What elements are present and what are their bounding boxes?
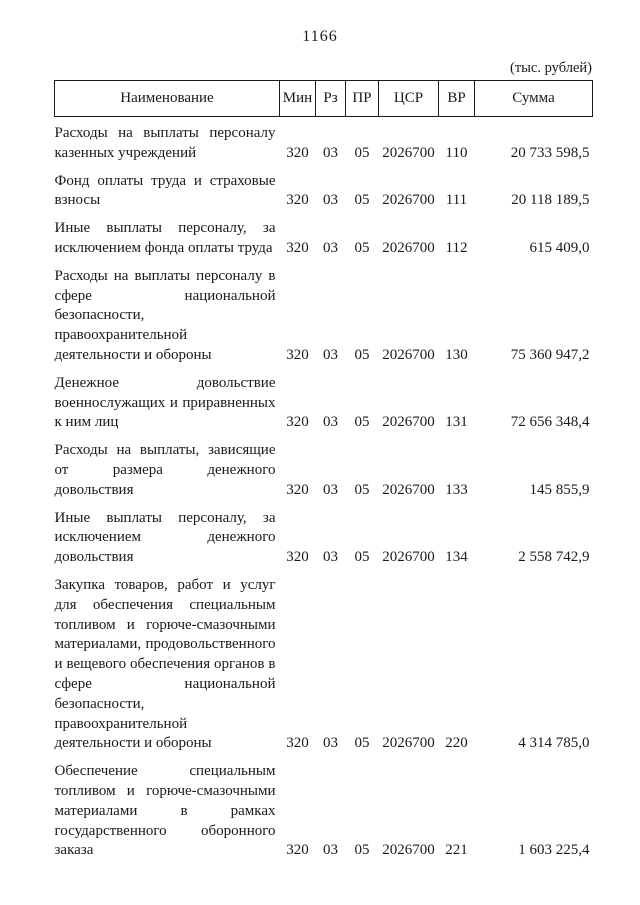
code-cell-min: 320 <box>286 735 309 752</box>
sum-cell: 4 314 785,0 <box>518 735 590 752</box>
code-cell-vr: 220 <box>445 735 468 752</box>
name-cell: Расходы на выплаты персоналу в сфере национальной безопасности, правоохранительной деятельности и обороны <box>54 267 276 363</box>
sum-cell: 2 558 742,9 <box>518 549 590 566</box>
code-cell-csr: 2026700 <box>382 842 435 859</box>
sum-cell: 72 656 348,4 <box>510 414 590 431</box>
code-cell-min: 320 <box>286 192 309 209</box>
code-cell-rz: 03 <box>323 192 338 209</box>
code-cell-pr: 05 <box>354 192 370 209</box>
sum-cell: 75 360 947,2 <box>510 346 590 363</box>
code-cell-pr: 05 <box>354 414 370 431</box>
table-body <box>55 117 593 863</box>
code-cell-rz: 03 <box>323 735 338 752</box>
budget-table <box>54 80 593 862</box>
page-number: 1166 <box>302 28 338 45</box>
code-cell-min: 320 <box>286 144 309 161</box>
header-row <box>55 81 593 117</box>
name-cell: Денежное довольствие военнослужащих и приравненных к ним лиц <box>54 374 276 431</box>
sum-cell: 1 603 225,4 <box>518 842 590 859</box>
column-header-rz: Рз <box>316 81 346 117</box>
code-cell-vr: 133 <box>445 481 468 498</box>
code-cell-csr: 2026700 <box>382 239 435 256</box>
code-cell-vr: 110 <box>445 144 468 161</box>
code-cell-csr: 2026700 <box>382 414 435 431</box>
code-cell-csr: 2026700 <box>382 346 435 363</box>
name-cell: Иные выплаты персоналу, за исключением фонда оплаты труда <box>54 220 276 256</box>
code-cell-rz: 03 <box>323 414 338 431</box>
code-cell-pr: 05 <box>354 549 370 566</box>
column-header-min: Мин <box>280 81 316 117</box>
table-row <box>55 755 593 862</box>
code-cell-rz: 03 <box>323 549 338 566</box>
code-cell-rz: 03 <box>323 346 338 363</box>
column-header-name: Наименование <box>55 81 280 117</box>
code-cell-min: 320 <box>286 842 309 859</box>
name-cell: Расходы на выплаты персоналу казенных учреждений <box>54 125 276 161</box>
name-cell: Иные выплаты персоналу, за исключением денежного довольствия <box>54 509 276 566</box>
code-cell-pr: 05 <box>354 346 370 363</box>
code-cell-vr: 221 <box>445 842 468 859</box>
table-header <box>55 81 593 117</box>
code-cell-pr: 05 <box>354 842 370 859</box>
code-cell-csr: 2026700 <box>382 481 435 498</box>
table-row <box>55 260 593 367</box>
code-cell-min: 320 <box>286 549 309 566</box>
code-cell-vr: 131 <box>445 414 468 431</box>
table-row <box>55 212 593 260</box>
code-cell-csr: 2026700 <box>382 192 435 209</box>
name-cell: Расходы на выплаты, зависящие от размера денежного довольствия <box>54 442 276 498</box>
code-cell-pr: 05 <box>354 735 370 752</box>
code-cell-rz: 03 <box>323 239 338 256</box>
code-cell-min: 320 <box>286 481 309 498</box>
code-cell-vr: 130 <box>445 346 468 363</box>
code-cell-csr: 2026700 <box>382 144 435 161</box>
code-cell-csr: 2026700 <box>382 735 435 752</box>
table-row <box>55 569 593 755</box>
table-row <box>55 117 593 165</box>
table-row <box>55 165 593 213</box>
table-row <box>55 502 593 569</box>
sum-cell: 20 733 598,5 <box>510 144 590 161</box>
sum-cell: 20 118 189,5 <box>511 192 590 209</box>
table-row <box>55 434 593 501</box>
column-header-vr: ВР <box>439 81 475 117</box>
column-header-csr: ЦСР <box>379 81 439 117</box>
table-row <box>55 367 593 434</box>
code-cell-csr: 2026700 <box>382 549 435 566</box>
name-cell: Закупка товаров, работ и услуг для обеспечения специальным топливом и горюче-смазочными материалами, продовольственного и вещевого обеспечения органов в сфере национальной безопасности, правоохранительной деятельности и обороны <box>54 576 276 752</box>
code-cell-rz: 03 <box>323 842 338 859</box>
code-cell-min: 320 <box>286 414 309 431</box>
sum-cell: 615 409,0 <box>529 239 590 256</box>
code-cell-vr: 112 <box>445 239 468 256</box>
code-cell-rz: 03 <box>323 481 338 498</box>
code-cell-pr: 05 <box>354 481 370 498</box>
code-cell-rz: 03 <box>323 144 338 161</box>
sum-cell: 145 855,9 <box>529 481 590 498</box>
code-cell-vr: 134 <box>445 549 468 566</box>
column-header-sum: Сумма <box>475 81 593 117</box>
column-header-pr: ПР <box>346 81 379 117</box>
code-cell-min: 320 <box>286 346 309 363</box>
code-cell-pr: 05 <box>354 144 370 161</box>
code-cell-min: 320 <box>286 239 309 256</box>
units-note: (тыс. рублей) <box>510 60 592 76</box>
name-cell: Обеспечение специальным топливом и горюче-смазочными материалами в рамках государственного оборонного заказа <box>54 763 276 859</box>
code-cell-pr: 05 <box>354 239 370 256</box>
name-cell: Фонд оплаты труда и страховые взносы <box>54 172 276 209</box>
code-cell-vr: 111 <box>445 192 468 209</box>
